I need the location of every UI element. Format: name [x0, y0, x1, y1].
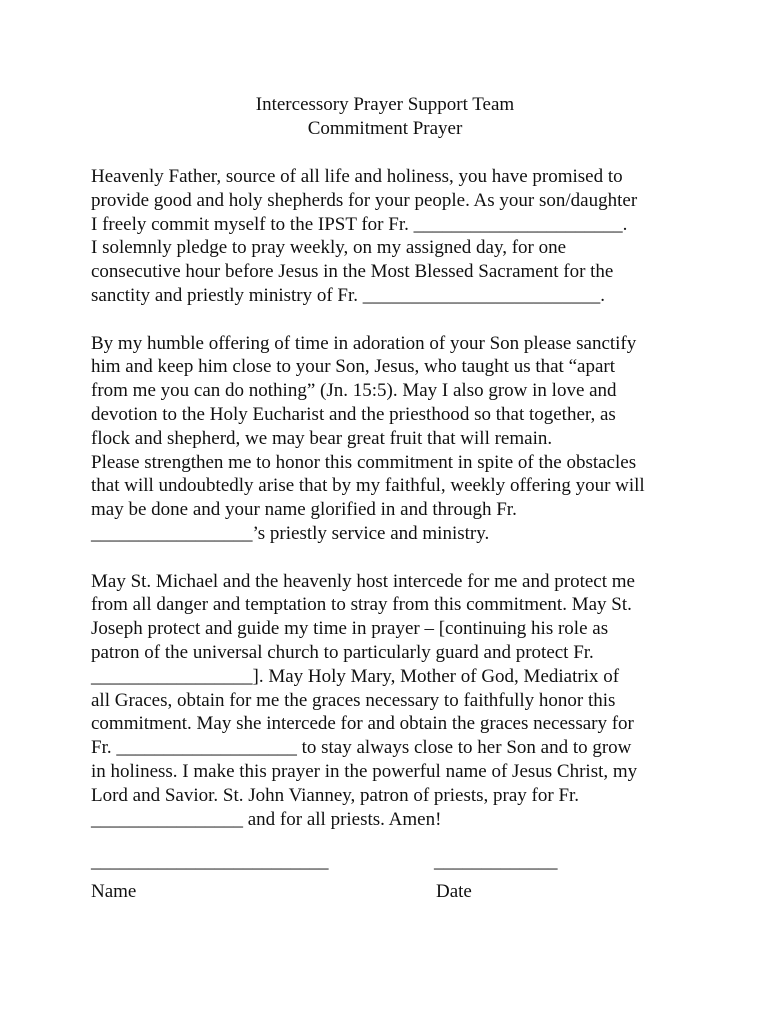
paragraph-1-line-5: consecutive hour before Jesus in the Most Blessed Sacrament for the: [91, 261, 614, 283]
prayer-body: [91, 165, 701, 831]
paragraph-3-line-6: all Graces, obtain for me the graces necessary to faithfully honor this: [91, 689, 616, 711]
paragraph-1-line-2: provide good and holy shepherds for your people. As your son/daughter: [91, 189, 638, 211]
paragraph-3-line-7: commitment. May she intercede for and obtain the graces necessary for: [91, 713, 634, 735]
paragraph-3-line-3: Joseph protect and guide my time in prayer – [continuing his role as: [91, 618, 609, 640]
paragraph-1-line-1: Heavenly Father, source of all life and holiness, you have promised to: [91, 166, 623, 187]
paragraph-3-line-8: Fr. ___________________ to stay always close to her Son and to grow: [91, 737, 632, 759]
paragraph-3-line-9: in holiness. I make this prayer in the powerful name of Jesus Christ, my: [91, 760, 638, 782]
date-signature-line[interactable]: _____________: [434, 851, 558, 872]
paragraph-2-line-1: By my humble offering of time in adoration of your Son please sanctify: [91, 332, 637, 354]
paragraph-3-line-2: from all danger and temptation to stray from this commitment. May St.: [91, 594, 632, 616]
name-signature-line[interactable]: _________________________: [91, 851, 329, 872]
paragraph-1-line-4: I solemnly pledge to pray weekly, on my assigned day, for one: [91, 237, 567, 259]
paragraph-3-line-4: patron of the universal church to particularly guard and protect Fr.: [91, 641, 594, 663]
paragraph-2-line-5: flock and shepherd, we may bear great fruit that will remain.: [91, 427, 553, 449]
paragraph-2-line-3: from me you can do nothing” (Jn. 15:5). May I also grow in love and: [91, 380, 617, 402]
date-label: Date: [436, 881, 472, 902]
paragraph-3-line-5: _________________]. May Holy Mary, Mother of God, Mediatrix of: [91, 665, 620, 687]
document-title: Intercessory Prayer Support Team: [255, 94, 515, 115]
paragraph-2-line-8: may be done and your name glorified in and through Fr.: [91, 499, 517, 521]
paragraph-3-line-11: ________________ and for all priests. Amen!: [91, 808, 442, 830]
paragraph-2-line-2: him and keep him close to your Son, Jesus, who taught us that “apart: [91, 356, 615, 378]
paragraph-1-line-3: I freely commit myself to the IPST for Fr. ______________________.: [91, 213, 628, 235]
paragraph-gap: [91, 308, 701, 332]
paragraph-3-line-10: Lord and Savior. St. John Vianney, patron of priests, pray for Fr.: [91, 784, 580, 806]
paragraph-2-line-7: that will undoubtedly arise that by my faithful, weekly offering your will: [91, 475, 645, 497]
paragraph-3-line-1: May St. Michael and the heavenly host intercede for me and protect me: [91, 570, 635, 592]
name-label: Name: [91, 881, 137, 902]
document-subtitle: Commitment Prayer: [307, 118, 463, 139]
paragraph-1-line-6: sanctity and priestly ministry of Fr. _________________________.: [91, 284, 606, 306]
paragraph-2-line-4: devotion to the Holy Eucharist and the priesthood so that together, as: [91, 403, 616, 425]
title-block: [0, 93, 770, 141]
paragraph-2-line-6: Please strengthen me to honor this commitment in spite of the obstacles: [91, 451, 637, 473]
paragraph-gap: [91, 546, 701, 570]
paragraph-2-line-9: _________________’s priestly service and ministry.: [91, 522, 490, 544]
